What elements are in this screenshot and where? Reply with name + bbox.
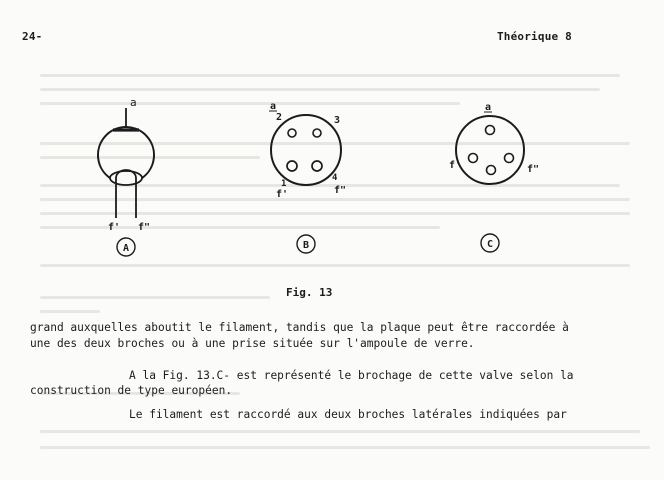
top-label: a (485, 102, 492, 113)
body-line-1: grand auxquelles aboutit le filament, tandis que la plaque peut être raccordée à (30, 321, 569, 334)
body-line-5: Le filament est raccordé aux deux broches latérales indiquées par (129, 408, 567, 421)
body-line-3: A la Fig. 13.C- est représenté le brochage de cette valve selon la (129, 369, 574, 382)
label-a: A (122, 243, 130, 254)
pin-3-label: 3 (334, 115, 341, 126)
pin-2-label: 2 (276, 112, 283, 123)
right-label: f" (527, 164, 540, 175)
body-line-2: une des deux broches ou à une prise située sur l'ampoule de verre. (30, 337, 475, 350)
plate-pin (486, 126, 495, 135)
pin-4 (312, 161, 322, 171)
pin-a-label: a (270, 101, 277, 112)
filament-left-label: f' (276, 189, 289, 200)
body-line-4: construction de type européen. (30, 384, 233, 397)
bottom-pin (487, 166, 496, 175)
pin-2 (288, 129, 296, 137)
pin-1-label: 1 (281, 179, 287, 189)
filament-left-label: f' (108, 222, 121, 233)
section-title: Théorique 8 (496, 30, 572, 43)
base-outline (271, 115, 341, 185)
pin-4-label: 4 (332, 173, 338, 183)
page-number: 24- (22, 30, 43, 43)
pin-1 (287, 161, 297, 171)
plate-label: a (130, 96, 137, 109)
diagram-b-american-base (269, 101, 346, 253)
filament-right-label: f" (334, 185, 347, 196)
pin-3 (313, 129, 321, 137)
label-b: B (302, 240, 310, 251)
diagram-c-european-base (449, 102, 539, 252)
filament-right-label: f" (138, 222, 151, 233)
figure-caption: Fig. 13 (286, 286, 333, 299)
label-c: C (486, 239, 494, 250)
filament (116, 170, 136, 218)
tube-base-ellipse (110, 171, 142, 185)
diagram-a-tube-symbol (98, 96, 154, 256)
left-label: f' (449, 160, 462, 171)
left-pin (469, 154, 478, 163)
right-pin (505, 154, 514, 163)
